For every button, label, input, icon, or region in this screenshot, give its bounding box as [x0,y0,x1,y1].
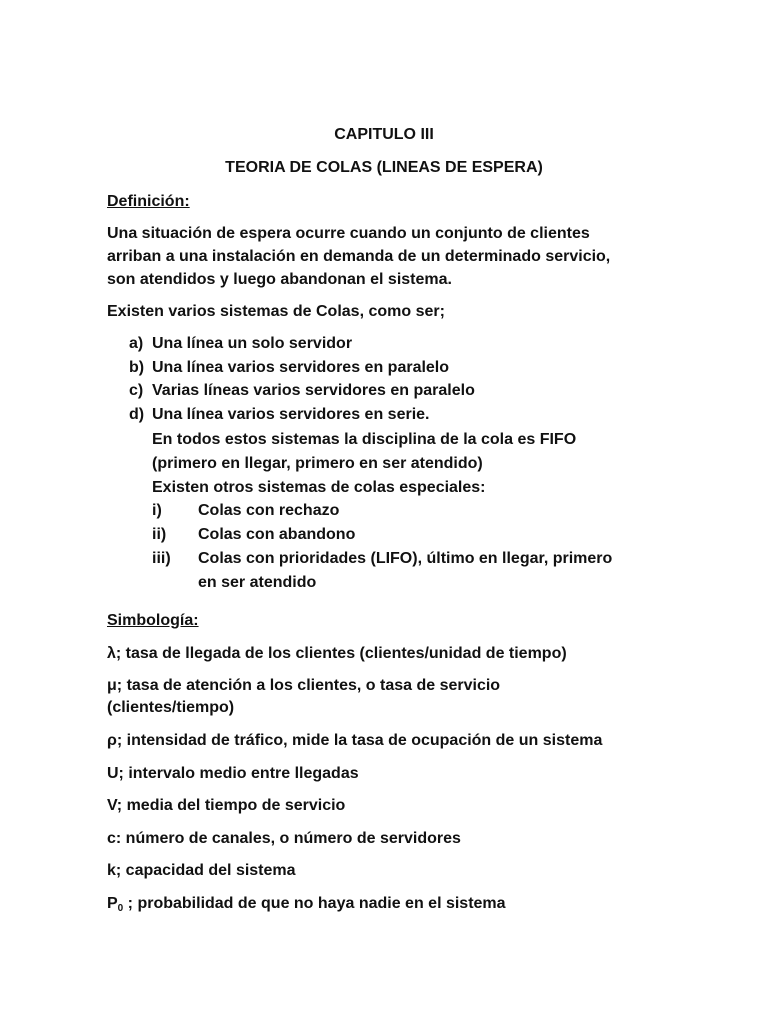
list-item: Colas con rechazo [198,502,340,519]
list-item: Una línea un solo servidor [152,335,353,352]
list-item-label: c) [129,382,144,399]
definition-line: arriban a una instalación en demanda de un determinado servicio, [107,248,611,265]
p0-subscript: 0 [117,903,124,914]
definition-line: son atendidos y luego abandonan el sistema. [107,271,452,288]
list-item: Una línea varios servidores en paralelo [152,359,450,376]
symbol-rho: ρ; intensidad de tráfico, mide la tasa de ocupación de un sistema [107,732,603,749]
p0-text: ; probabilidad de que no haya nadie en el sistema [123,895,506,912]
discipline-line: (primero en llegar, primero en ser atendido) [152,455,483,472]
list-item-label: iii) [152,550,171,567]
symbol-k: k; capacidad del sistema [107,862,296,879]
symbol-u: U; intervalo medio entre llegadas [107,765,359,782]
list-item-continuation: en ser atendido [198,574,317,591]
symbol-lambda: λ; tasa de llegada de los clientes (clientes/unidad de tiempo) [107,645,567,662]
symbols-heading: Simbología: [107,612,199,629]
symbol-v: V; media del tiempo de servicio [107,797,346,814]
list-item: Colas con prioridades (LIFO), último en llegar, primero [198,550,613,567]
list-item-label: a) [129,335,144,352]
chapter-heading: CAPITULO III [334,126,434,143]
definition-line: Una situación de espera ocurre cuando un conjunto de clientes [107,225,590,242]
list-item-label: ii) [152,526,167,543]
list-item-label: d) [129,406,145,423]
list-item: Una línea varios servidores en serie. [152,406,430,423]
list-item: Colas con abandono [198,526,356,543]
symbol-p0 [107,892,506,915]
list-item-label: i) [152,502,162,519]
symbol-mu-continuation: (clientes/tiempo) [107,699,235,716]
page-title: TEORIA DE COLAS (LINEAS DE ESPERA) [225,159,543,176]
p0-symbol: P [107,895,118,912]
list-item: Varias líneas varios servidores en paralelo [152,382,475,399]
symbol-mu: μ; tasa de atención a los clientes, o tasa de servicio [107,677,501,694]
systems-intro: Existen varios sistemas de Colas, como ser; [107,303,445,320]
discipline-line: En todos estos sistemas la disciplina de la cola es FIFO [152,431,577,448]
special-intro: Existen otros sistemas de colas especiales: [152,479,486,496]
definition-heading: Definición: [107,193,190,210]
list-item-label: b) [129,359,145,376]
symbol-c: c: número de canales, o número de servidores [107,830,461,847]
